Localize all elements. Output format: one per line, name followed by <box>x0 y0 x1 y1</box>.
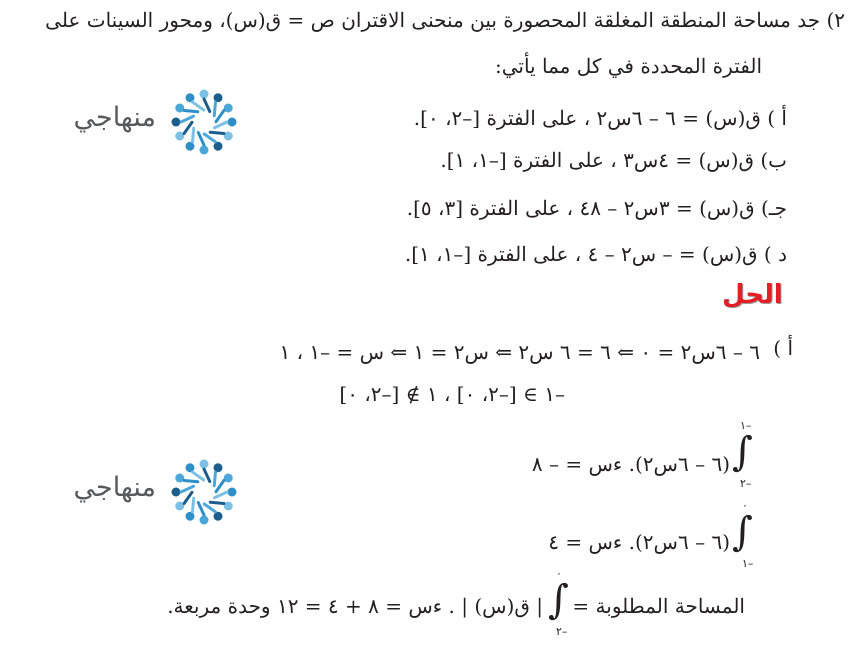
area-label: المساحة المطلوبة = <box>572 594 745 618</box>
problem-item-d: د ) ق(س) = – س٢ – ٤ ، على الفترة [–١، ١]. <box>404 242 787 266</box>
area-integral-upper: ٠ <box>556 567 562 580</box>
flower-logo-icon <box>164 452 244 532</box>
logo-name: منهاجي <box>73 472 156 503</box>
integral-1-expression: (٦ – ٦س٢). ءس = – ٨ <box>531 452 730 476</box>
solution-step-1: ٦ – ٦س٢ = ٠ ⇐ ٦ = ٦ س٢ ⇐ س٢ = ١ ⇐ س = –١ ، ١ <box>279 340 760 364</box>
flower-logo-icon <box>164 82 244 162</box>
integral-1-upper: –١ <box>740 419 752 432</box>
area-expression: | ق(س) | . ءس = ٨ + ٤ = ١٢ وحدة مربعة. <box>167 594 543 618</box>
integral-sign-1: ∫ <box>732 429 753 475</box>
problem-line-1: ٢) جد مساحة المنطقة المغلقة المحصورة بين منحنى الاقتران ص = ق(س)، ومحور السينات على <box>45 8 845 32</box>
manhaji-logo-2 <box>44 452 244 532</box>
integral-2-expression: (٦ – ٦س٢). ءس = ٤ <box>548 530 730 554</box>
solution-step-2: –١ ∋ [–٢، ٠] ، ١ ∌ [–٢، ٠] <box>339 382 565 406</box>
logo-name: منهاجي <box>73 102 156 133</box>
problem-item-b: ب) ق(س) = ٤س٣ ، على الفترة [–١، ١]. <box>440 148 787 172</box>
manhaji-logo <box>44 82 244 162</box>
integral-sign-2: ∫ <box>732 509 753 555</box>
integral-2-upper: ٠ <box>742 499 748 512</box>
problem-line-2: الفترة المحددة في كل مما يأتي: <box>494 54 762 78</box>
solution-heading: الحل <box>722 280 783 310</box>
problem-item-c: جـ) ق(س) = ٣س٢ – ٤٨ ، على الفترة [٣، ٥]. <box>406 196 787 220</box>
integral-1-lower: –٢ <box>740 477 752 490</box>
integral-sign-area: ∫ <box>548 577 569 623</box>
problem-item-a: أ ) ق(س) = ٦ – ٦س٢ ، على الفترة [–٢، ٠]. <box>413 106 787 130</box>
area-integral-lower: –٢ <box>556 625 568 638</box>
solution-part-a-label: أ ) <box>773 336 793 360</box>
integral-2-lower: –١ <box>742 557 754 570</box>
